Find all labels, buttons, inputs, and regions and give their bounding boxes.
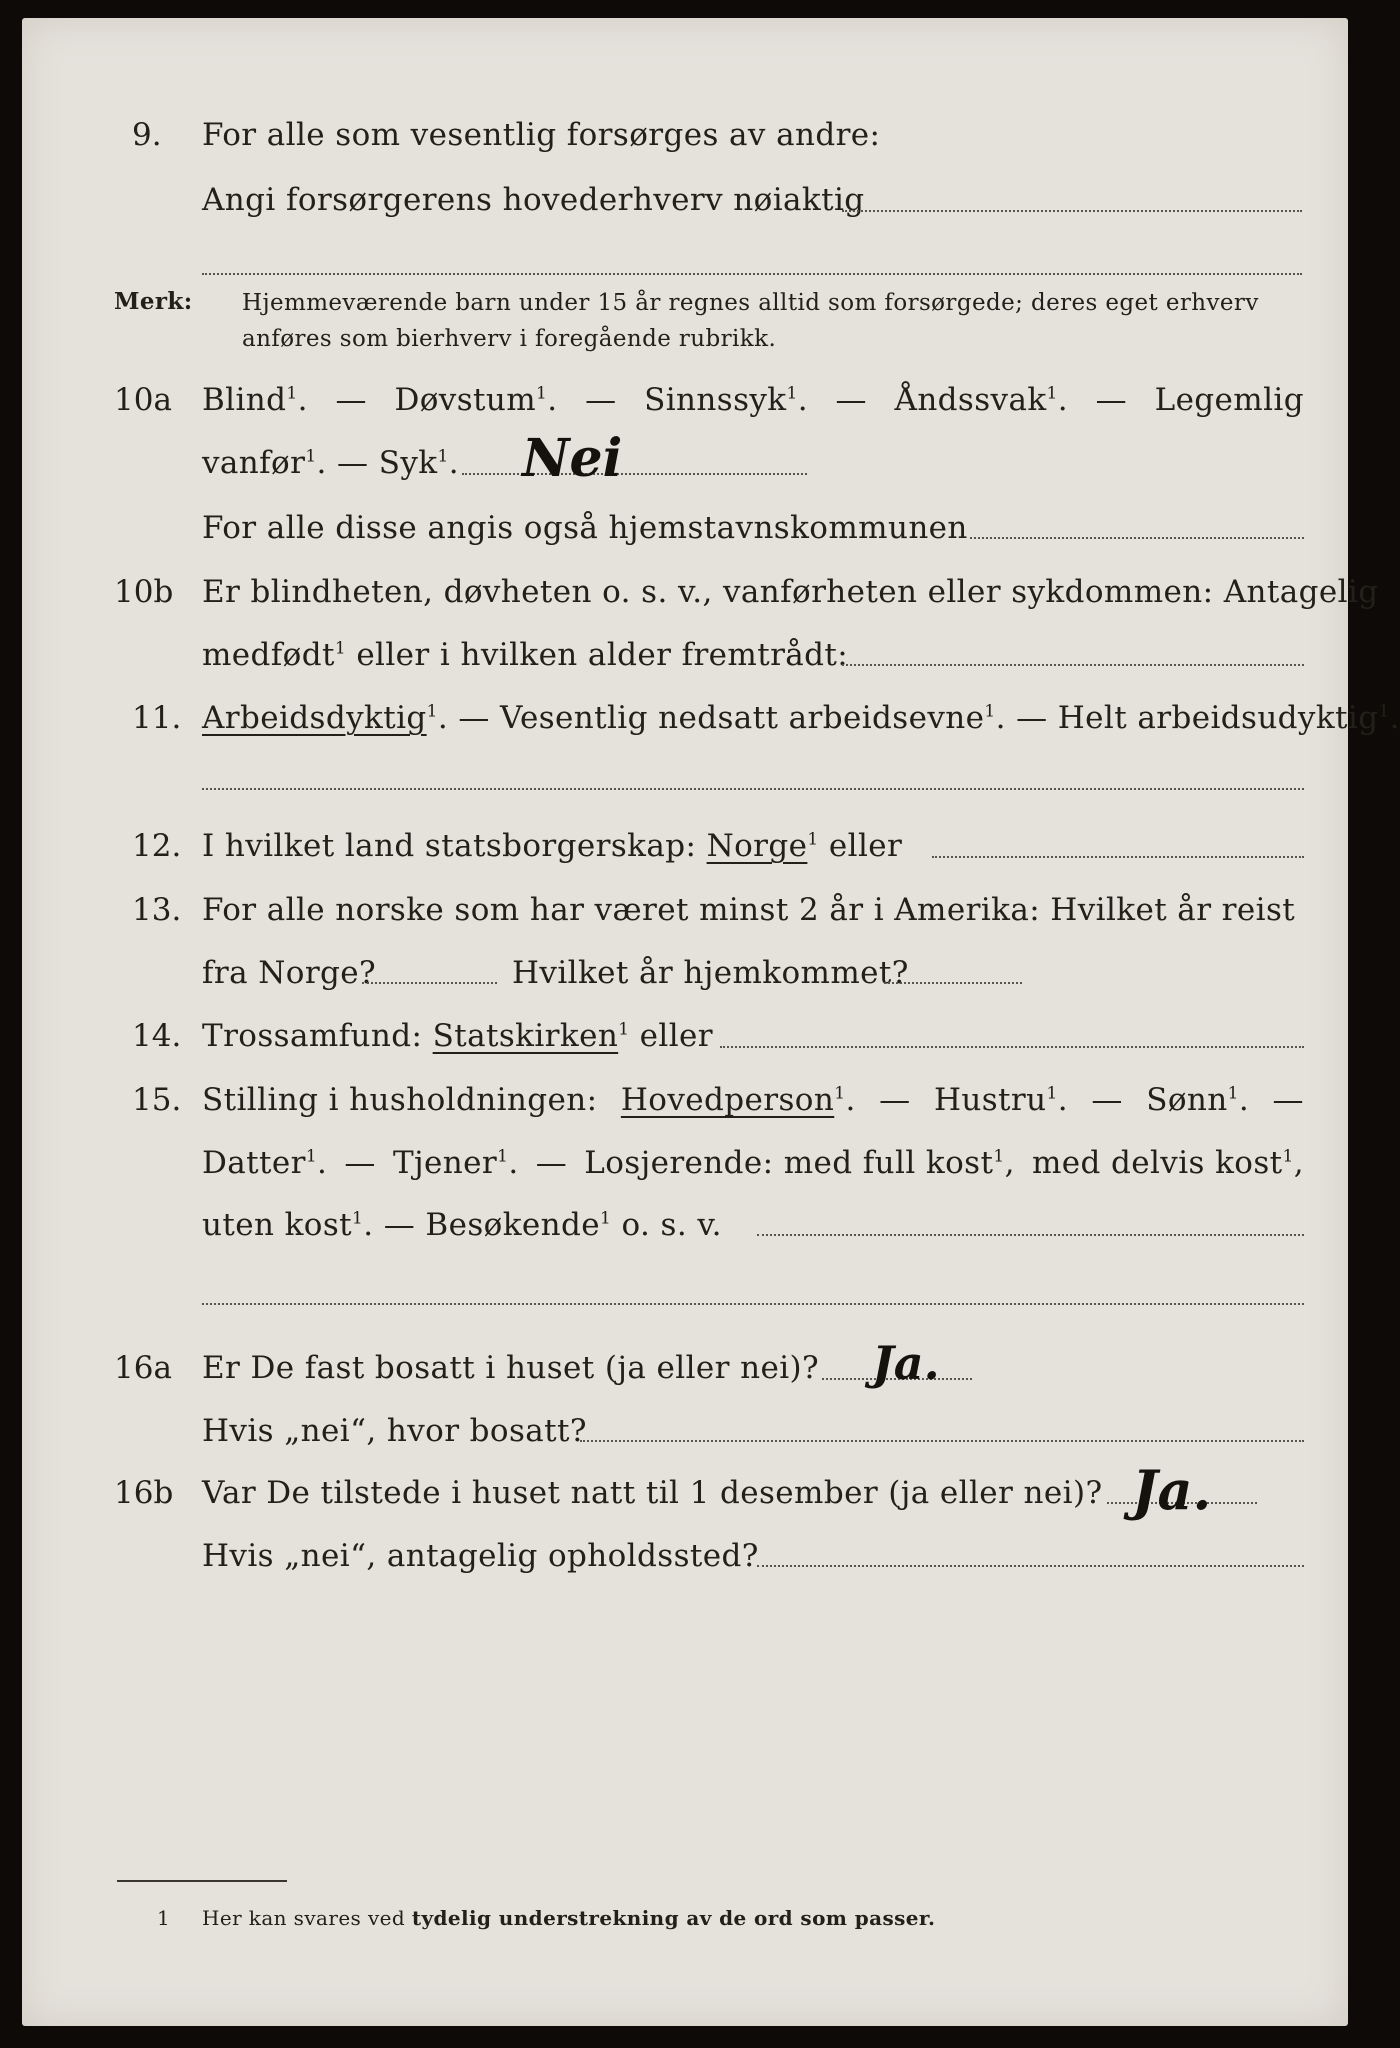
q16b-opholdssted-field[interactable]	[757, 1565, 1304, 1567]
opt-norge: Norge	[706, 828, 808, 864]
q13-reist: fra Norge?	[202, 955, 377, 991]
opt-hustru: Hustru	[933, 1082, 1047, 1118]
q10b-line2-rest: eller i hvilken alder fremtrådt:	[356, 637, 849, 673]
q13-hjem: Hvilket år hjemkommet?	[512, 955, 909, 991]
footnote-pre: Her kan svares ved	[202, 1906, 406, 1930]
opt-legemlig: Legemlig	[1154, 382, 1304, 418]
q14-answer-field[interactable]	[720, 1046, 1304, 1048]
opt-delvis: med delvis kost	[1031, 1145, 1283, 1181]
q15-osv: o. s. v.	[621, 1207, 722, 1243]
q13-number: 13.	[132, 892, 182, 928]
footnote-text	[202, 1898, 935, 1938]
q10b-number: 10b	[114, 574, 174, 610]
q10b-line1: Er blindheten, døvheten o. s. v., vanførheten eller sykdommen: Antagelig	[202, 574, 1379, 610]
q11-number: 11.	[132, 700, 182, 736]
opt-dovstum: Døvstum	[394, 382, 537, 418]
q15-line1: Stilling i husholdningen: Hovedperson$^1$. — Hustru$^1$. — Sønn$^1$. —	[202, 1082, 1304, 1118]
q16b-number: 16b	[114, 1475, 174, 1511]
opt-tjener: Tjener	[392, 1145, 498, 1181]
opt-besokende: Besøkende	[425, 1207, 600, 1243]
footnote-bold: tydelig understrekning av de ord som passer.	[411, 1906, 936, 1930]
footnote-rule	[117, 1880, 287, 1882]
q10a-kommune-field[interactable]	[970, 537, 1304, 539]
q13-hjem-field[interactable]	[884, 982, 1022, 984]
q15-answer-field[interactable]	[757, 1234, 1304, 1236]
opt-medfodt: medfødt	[202, 637, 335, 673]
q10a-number: 10a	[114, 382, 172, 418]
opt-uten: uten kost	[202, 1207, 353, 1243]
q12-number: 12.	[132, 828, 182, 864]
q15-number: 15.	[132, 1082, 182, 1118]
q11-line1: Arbeidsdyktig$^1$. — Vesentlig nedsatt arbeidsevne$^1$. — Helt arbeidsudyktig$^1$.	[202, 700, 1400, 736]
q10b-answer-field[interactable]	[842, 664, 1304, 666]
opt-nedsatt: Vesentlig nedsatt arbeidsevne	[500, 700, 985, 736]
q10a-answer-field[interactable]	[462, 473, 807, 475]
q9-answer-field-2[interactable]	[202, 273, 1302, 275]
q10a-handwritten-answer: Nei	[522, 428, 623, 489]
opt-sinnssyk: Sinnssyk	[644, 382, 787, 418]
opt-sonn: Sønn	[1146, 1082, 1228, 1118]
q15-line3: uten kost$^1$. — Besøkende$^1$ o. s. v.	[202, 1207, 722, 1243]
opt-losjerende: Losjerende: med full kost	[584, 1145, 994, 1181]
q14-label: Trossamfund:	[202, 1018, 423, 1054]
q9-answer-field[interactable]	[842, 210, 1302, 212]
opt-udyktig: Helt arbeidsudyktig	[1057, 700, 1379, 736]
merk-line1: Hjemmeværende barn under 15 år regnes alltid som forsørgede; deres eget erhverv	[242, 290, 1259, 316]
q12-answer-field[interactable]	[932, 856, 1304, 858]
footnote-mark: 1	[157, 1906, 171, 1930]
opt-arbeidsdyktig: Arbeidsdyktig	[202, 700, 427, 736]
merk-line2: anføres som bierhverv i foregående rubrikk.	[242, 326, 777, 352]
q9-line2: Angi forsørgerens hovederhverv nøiaktig	[202, 182, 865, 218]
merk-label: Merk:	[114, 288, 193, 315]
q12-text: I hvilket land statsborgerskap:	[202, 828, 697, 864]
opt-hovedperson: Hovedperson	[620, 1082, 835, 1118]
q13-reist-field[interactable]	[362, 982, 497, 984]
census-form-page	[22, 18, 1400, 2026]
q14-number: 14.	[132, 1018, 182, 1054]
q9-line1: For alle som vesentlig forsørges av andre:	[202, 117, 881, 153]
opt-datter: Datter	[202, 1145, 306, 1181]
q13-line1: For alle norske som har været minst 2 år i Amerika: Hvilket år reist	[202, 892, 1296, 928]
q16a-line1: Er De fast bosatt i huset (ja eller nei)?	[202, 1350, 820, 1386]
q16a-number: 16a	[114, 1350, 172, 1386]
q15-label: Stilling i husholdningen:	[202, 1082, 598, 1118]
q15-answer-field-2[interactable]	[202, 1303, 1304, 1305]
opt-syk: Syk	[378, 445, 438, 481]
q10a-line2: vanfør$^1$. — Syk$^1$.	[202, 445, 459, 481]
q16b-line2: Hvis „nei“, antagelig opholdssted?	[202, 1538, 759, 1574]
opt-blind: Blind	[202, 382, 287, 418]
opt-andssvak: Åndssvak	[894, 382, 1047, 418]
q10a-line1: Blind$^1$. — Døvstum$^1$. — Sinnssyk$^1$. — Åndssvak$^1$. — Legemlig	[202, 382, 1304, 418]
q15-line2: Datter$^1$. — Tjener$^1$. — Losjerende: med full kost$^1$, med delvis kost$^1$,	[202, 1145, 1304, 1181]
opt-statskirken: Statskirken	[432, 1018, 619, 1054]
q11-answer-field[interactable]	[202, 788, 1304, 790]
q10a-line3: For alle disse angis også hjemstavnskommunen	[202, 510, 968, 546]
q12-line1: I hvilket land statsborgerskap: Norge$^1$ eller	[202, 828, 903, 864]
q16a-line2: Hvis „nei“, hvor bosatt?	[202, 1413, 587, 1449]
q14-eller: eller	[639, 1018, 714, 1054]
q16b-line1: Var De tilstede i huset natt til 1 desember (ja eller nei)?	[202, 1475, 1103, 1511]
q16b-handwritten-answer: Ja.	[1132, 1458, 1212, 1522]
q12-eller: eller	[828, 828, 903, 864]
opt-vanfor: vanfør	[202, 445, 306, 481]
q14-line1: Trossamfund: Statskirken$^1$ eller	[202, 1018, 714, 1054]
q16a-handwritten-answer: Ja.	[872, 1336, 940, 1390]
q9-number: 9.	[132, 117, 162, 153]
q10b-line2: medfødt$^1$ eller i hvilken alder fremtrådt:	[202, 637, 849, 673]
q16a-bosatt-field[interactable]	[580, 1440, 1304, 1442]
